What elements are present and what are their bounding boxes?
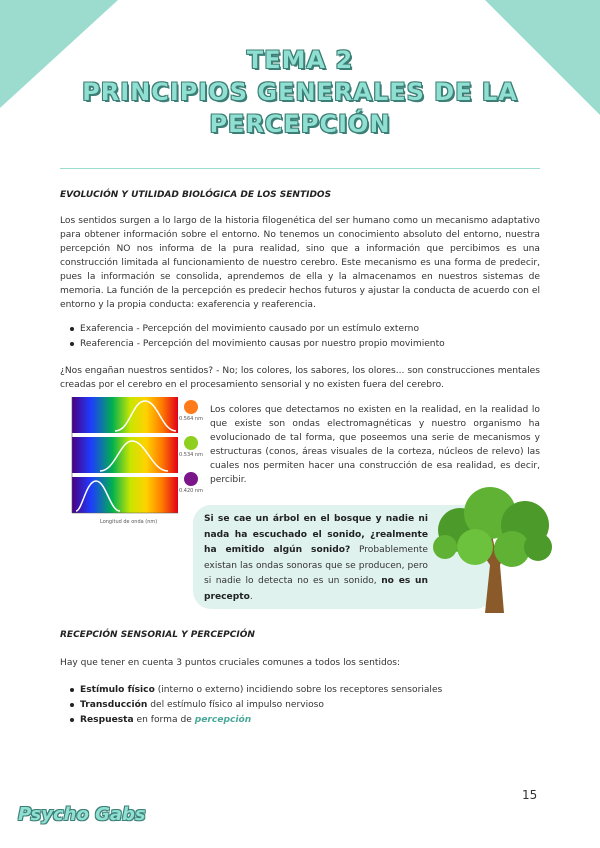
section-heading-evolution: EVOLUCIÓN Y UTILIDAD BIOLÓGICA DE LOS SENTIDOS <box>60 190 332 200</box>
dot-label: 0.420 nm <box>179 488 203 494</box>
title-line-3: PERCEPCIÓN <box>209 110 391 138</box>
reception-list <box>70 683 442 728</box>
callout-bold: Si se cae un árbol en el bosque y nadie ni nada ha escuchado el sonido, ¿realmente ha emitido algún sonido? <box>204 514 428 555</box>
question-paragraph: ¿Nos engañan nuestros sentidos? - No; los colores, los sabores, los olores... son construcciones mentales creadas por el cerebro en el procesamiento sensorial y no existen fuera del cerebro. <box>60 366 540 390</box>
section-heading-reception: RECEPCIÓN SENSORIAL Y PERCEPCIÓN <box>60 630 255 640</box>
green-dot <box>184 436 198 450</box>
spectrum-figure <box>60 395 180 525</box>
dot-label: 0.534 nm <box>179 452 203 458</box>
colors-paragraph: Los colores que detectamos no existen en la realidad, en la realidad lo que existe son ondas electromagnéticas y nuestro organismo ha evolucionado de tal forma, que poseemos una serie de mecanismos y estructuras (conos, áreas visuales de la corteza, núcleos de relevo) las cuales nos permiten hacer una construcción de esa realidad, es decir, percibir. <box>210 405 540 485</box>
item-accent: percepción <box>194 715 252 725</box>
evolution-paragraph: Los sentidos surgen a lo largo de la historia filogenética del ser humano como un mecanismo adaptativo para obtener información sobre el entorno. No tenemos un conocimiento absoluto del entorno, nuestra percepción NO nos informa de la pura realidad, sino que a información que percibimos es una construcción limitada al funcionamiento de nuestro cerebro. Este mecanismo es una forma de predecir, pues la información se consolida, aprendemos de ella y la almacenamos en nuestros sistemas de memoria. La función de la percepción es predecir hechos futuros y ajustar la conducta de acuerdo con el entorno y la propia conducta: exaferencia y reaferencia. <box>60 216 540 310</box>
page-number: 15 <box>522 788 538 802</box>
dot-label: 0.564 nm <box>179 416 203 422</box>
list-item: Reaferencia - Percepción del movimiento causas por nuestro propio movimiento <box>70 337 445 352</box>
aferencia-list <box>70 322 445 352</box>
item-bold: Transducción <box>80 700 148 710</box>
reception-intro: Hay que tener en cuenta 3 puntos cruciales comunes a todos los sentidos: <box>60 658 401 668</box>
color-dots <box>178 400 204 508</box>
list-item <box>70 698 442 713</box>
callout-bold-end: no es un precepto <box>204 576 428 602</box>
purple-dot <box>184 472 198 486</box>
item-bold: Respuesta <box>80 715 134 725</box>
brand-logo: Psycho Gabs <box>18 804 146 825</box>
item-text: en forma de <box>133 715 195 725</box>
page-title <box>0 44 600 140</box>
list-item <box>70 713 442 728</box>
tree-icon <box>430 485 555 615</box>
callout-body: Probablemente existan las ondas sonoras que se producen, pero si nadie lo detecta no es un sonido, <box>204 545 428 586</box>
list-item: Exaferencia - Percepción del movimiento causado por un estímulo externo <box>70 322 445 337</box>
orange-dot <box>184 400 198 414</box>
list-item <box>70 683 442 698</box>
item-text: del estímulo físico al impulso nervioso <box>147 700 324 710</box>
item-bold: Estímulo físico <box>80 685 155 695</box>
item-text: (interno o externo) incidiendo sobre los receptores sensoriales <box>154 685 443 695</box>
callout-end: . <box>249 591 253 602</box>
callout-text <box>204 512 428 605</box>
title-line-1: TEMA 2 <box>246 46 354 74</box>
spectrum-xlabel: Longitud de onda (nm) <box>100 519 158 525</box>
title-line-2: PRINCIPIOS GENERALES DE LA <box>82 78 518 106</box>
title-divider <box>60 168 540 169</box>
